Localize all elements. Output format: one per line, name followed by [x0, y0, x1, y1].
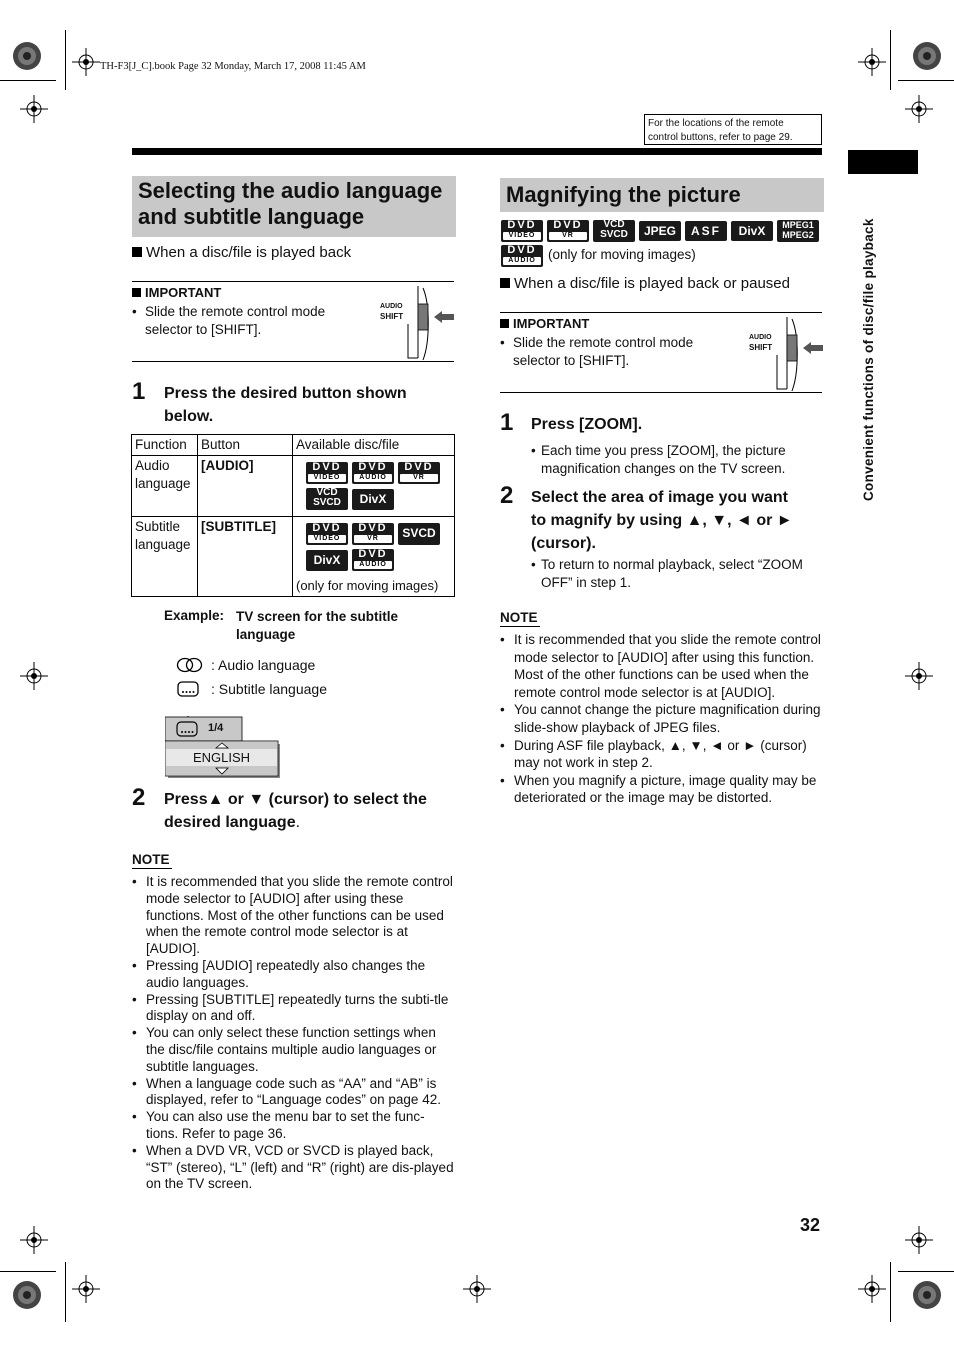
- table-header-cell: Button: [198, 435, 293, 456]
- square-bullet-icon: [132, 247, 142, 257]
- step-segment: (cursor) to select the: [264, 791, 427, 808]
- step-number: 1: [500, 409, 514, 436]
- step-sub-text: • Each time you press [ZOOM], the picture magnification changes on the TV screen.: [531, 443, 786, 476]
- only-moving-images-note: (only for moving images): [296, 578, 439, 593]
- cell-line: language: [135, 537, 191, 552]
- right-arrow-icon: ►: [776, 512, 793, 529]
- cell-line: Subtitle: [135, 519, 181, 534]
- square-bullet-icon: [500, 319, 509, 328]
- step-text: [531, 486, 793, 555]
- left-arrow-icon: ◄: [736, 512, 752, 529]
- side-tab: [848, 150, 918, 174]
- step-text: [164, 382, 407, 428]
- table-header-cell: Function: [132, 435, 198, 456]
- book-header-line: TH-F3[J_C].book Page 32 Monday, March 17, 2008 11:45 AM: [100, 61, 366, 72]
- button-cell: [SUBTITLE]: [198, 517, 293, 597]
- reference-box-line: control buttons, refer to page 29.: [648, 132, 793, 143]
- osd-language: ENGLISH: [192, 750, 251, 765]
- asf-logo-icon: ASF: [685, 221, 727, 241]
- crosshair-mark-icon: [463, 1275, 491, 1303]
- dvd-vr-logo-icon: DVD VR: [398, 462, 440, 484]
- note-list: [500, 631, 824, 807]
- mode-selector-illustration: [747, 315, 827, 393]
- dvd-audio-logo-icon: DVD AUDIO: [352, 549, 394, 571]
- important-text: • Slide the remote control mode selector to [SHIFT].: [132, 304, 326, 337]
- important-line: Slide the remote control mode: [513, 335, 694, 350]
- square-bullet-icon: [132, 288, 141, 297]
- section-title-line: Selecting the audio language: [138, 178, 443, 203]
- played-when-text: When a disc/file is played back or paused: [514, 275, 790, 292]
- crosshair-mark-icon: [20, 1226, 48, 1254]
- example-text: [236, 608, 398, 644]
- played-when-text: When a disc/file is played back: [146, 244, 352, 261]
- section-title-line: and subtitle language: [138, 204, 365, 229]
- important-line: selector to [SHIFT].: [145, 322, 262, 337]
- table-header-row: [132, 435, 455, 456]
- divx-logo-icon: DivX: [352, 489, 394, 510]
- important-title: [500, 316, 589, 331]
- sub-line: OFF” in step 1.: [541, 575, 632, 590]
- step-segment: to magnify by using: [531, 512, 687, 529]
- trim-line: [898, 1271, 954, 1272]
- divx-logo-icon: DivX: [306, 550, 348, 571]
- list-item: • You can also use the menu bar to set the func-tions. Refer to page 36.: [132, 1109, 456, 1143]
- dvd-video-logo-icon: DVD VIDEO: [306, 523, 348, 545]
- dvd-vr-logo-icon: DVD VR: [352, 523, 394, 545]
- down-arrow-icon: ▼: [248, 791, 265, 808]
- important-title-text: IMPORTANT: [513, 316, 590, 331]
- crosshair-mark-icon: [905, 95, 933, 123]
- switch-label-shift: SHIFT: [380, 312, 404, 321]
- divx-logo-icon: DivX: [731, 221, 773, 241]
- played-when-label: [132, 244, 351, 261]
- button-cell: [AUDIO]: [198, 456, 293, 517]
- list-item: • Pressing [AUDIO] repeatedly also changes the audio languages.: [132, 958, 456, 992]
- trim-line: [898, 80, 954, 81]
- sub-line: magnification changes on the TV screen.: [541, 461, 786, 476]
- page-number: 32: [800, 1215, 821, 1235]
- crosshair-mark-icon: [20, 95, 48, 123]
- dvd-audio-logo-icon: DVD AUDIO: [501, 245, 543, 267]
- trim-line: [0, 1271, 56, 1272]
- crosshair-mark-icon: [905, 662, 933, 690]
- table-header-cell: Available disc/file: [293, 435, 455, 456]
- disc-table: [131, 434, 455, 597]
- only-moving-images-note: (only for moving images): [548, 247, 696, 262]
- down-arrow-icon: ▼: [711, 512, 728, 529]
- list-item: • You can only select these function settings when the disc/file contains multiple audio languages or subtitle languages.: [132, 1025, 456, 1075]
- step-segment: or: [751, 512, 777, 529]
- step-line: below.: [164, 408, 214, 425]
- section-title-audio-language: [132, 176, 456, 237]
- dvd-video-logo-icon: DVD VIDEO: [501, 220, 543, 242]
- list-item: • It is recommended that you slide the remote control mode selector to [AUDIO] after using this function. Most of the other functions can be used when the remote control mode selector is at [AUDIO].: [500, 631, 824, 701]
- step-segment: desired language: [164, 814, 296, 831]
- tv-screen-osd: [165, 716, 281, 780]
- important-line: selector to [SHIFT].: [513, 353, 630, 368]
- trim-line: [65, 30, 66, 90]
- step-line: (cursor).: [531, 535, 596, 552]
- important-title-text: IMPORTANT: [145, 285, 222, 300]
- legend-subtitle: : Subtitle language: [211, 681, 327, 697]
- registration-spiral-icon: [912, 1280, 942, 1310]
- side-chapter-text: Convenient functions of disc/file playback: [861, 218, 876, 501]
- played-when-label: [500, 275, 790, 292]
- square-bullet-icon: [500, 278, 510, 288]
- trim-line: [890, 30, 891, 90]
- sub-line: To return to normal playback, select “ZOOM: [541, 557, 803, 572]
- sub-line: Each time you press [ZOOM], the picture: [541, 443, 786, 458]
- mpeg-logo-icon: MPEG1 MPEG2: [777, 220, 819, 242]
- legend-audio: : Audio language: [211, 657, 316, 673]
- step-line: Select the area of image you want: [531, 489, 788, 506]
- side-chapter-label: [861, 185, 881, 505]
- note-list: [132, 874, 456, 1193]
- example-line: TV screen for the subtitle: [236, 609, 399, 624]
- step-number: 2: [132, 784, 146, 811]
- function-cell: [132, 456, 198, 517]
- up-arrow-icon: ▲: [686, 512, 703, 529]
- important-box: [500, 312, 822, 393]
- registration-spiral-icon: [912, 41, 942, 71]
- dvd-video-logo-icon: DVD VIDEO: [306, 462, 348, 484]
- step-segment: ,: [727, 512, 737, 529]
- example-label: Example:: [164, 608, 225, 623]
- reference-box-line: For the locations of the remote: [648, 118, 784, 129]
- list-item: • When a language code such as “AA” and “AB” is displayed, refer to “Language codes” on page 42.: [132, 1076, 456, 1110]
- up-arrow-icon: ▲: [207, 791, 224, 808]
- cell-line: Audio: [135, 458, 170, 473]
- list-item: • During ASF file playback, ▲, ▼, ◄ or ► (cursor) may not work in step 2.: [500, 737, 824, 772]
- important-line: Slide the remote control mode: [145, 304, 326, 319]
- note-title: NOTE: [500, 610, 540, 627]
- important-text: • Slide the remote control mode selector to [SHIFT].: [500, 335, 694, 368]
- crosshair-mark-icon: [20, 662, 48, 690]
- crosshair-mark-icon: [858, 48, 886, 76]
- crosshair-mark-icon: [72, 1275, 100, 1303]
- list-item: • When a DVD VR, VCD or SVCD is played back, “ST” (stereo), “L” (left) and “R” (right) are dis-played on the TV screen.: [132, 1143, 456, 1193]
- step-sub-text: • To return to normal playback, select “ZOOM OFF” in step 1.: [531, 557, 803, 590]
- dvd-audio-logo-icon: DVD AUDIO: [352, 462, 394, 484]
- vcd-svcd-logo-icon: VCD SVCD: [306, 488, 348, 510]
- cell-line: language: [135, 476, 191, 491]
- svcd-logo-icon: SVCD: [398, 523, 440, 545]
- osd-count: 1/4: [208, 722, 224, 734]
- vcd-svcd-logo-icon: VCD SVCD: [593, 220, 635, 242]
- subtitle-language-icon: [177, 681, 199, 700]
- switch-label-audio: AUDIO: [380, 303, 403, 310]
- list-item: • Pressing [SUBTITLE] repeatedly turns the subti-tle display on and off.: [132, 992, 456, 1026]
- list-item: • You cannot change the picture magnification during slide-show playback of JPEG files.: [500, 701, 824, 736]
- step-segment: or: [223, 791, 249, 808]
- step-line: Press the desired button shown: [164, 385, 407, 402]
- top-rule: [132, 148, 822, 155]
- crosshair-mark-icon: [858, 1275, 886, 1303]
- important-box: [132, 281, 454, 362]
- switch-label-shift: SHIFT: [749, 343, 773, 352]
- step-number: 1: [132, 378, 146, 405]
- dvd-vr-logo-icon: DVD VR: [547, 220, 589, 242]
- registration-spiral-icon: [12, 41, 42, 71]
- audio-language-icon: [176, 657, 204, 676]
- step-text: Press [ZOOM].: [531, 416, 643, 433]
- important-title: [132, 285, 221, 300]
- step-text: Press▲ or ▼ (cursor) to select the desired language.: [164, 791, 427, 831]
- step-number: 2: [500, 482, 514, 509]
- trim-line: [0, 80, 56, 81]
- reference-box: [644, 114, 822, 145]
- trim-line: [890, 1262, 891, 1322]
- list-item: • When you magnify a picture, image quality may be deteriorated or the image may be distorted.: [500, 772, 824, 807]
- mode-selector-illustration: [378, 284, 458, 362]
- crosshair-mark-icon: [72, 48, 100, 76]
- note-title: NOTE: [132, 852, 172, 869]
- trim-line: [65, 1262, 66, 1322]
- function-cell: [132, 517, 198, 597]
- list-item: • It is recommended that you slide the remote control mode selector to [AUDIO] after using these functions. Most of the other functions can be used when the remote control mode selector is at [AUDIO].: [132, 874, 456, 958]
- switch-label-audio: AUDIO: [749, 334, 772, 341]
- section-title-magnify: Magnifying the picture: [500, 178, 824, 212]
- step-segment: ,: [702, 512, 712, 529]
- step-segment: Press: [164, 791, 208, 808]
- example-line: language: [236, 627, 296, 642]
- jpeg-logo-icon: JPEG: [639, 221, 681, 241]
- registration-spiral-icon: [12, 1280, 42, 1310]
- crosshair-mark-icon: [905, 1226, 933, 1254]
